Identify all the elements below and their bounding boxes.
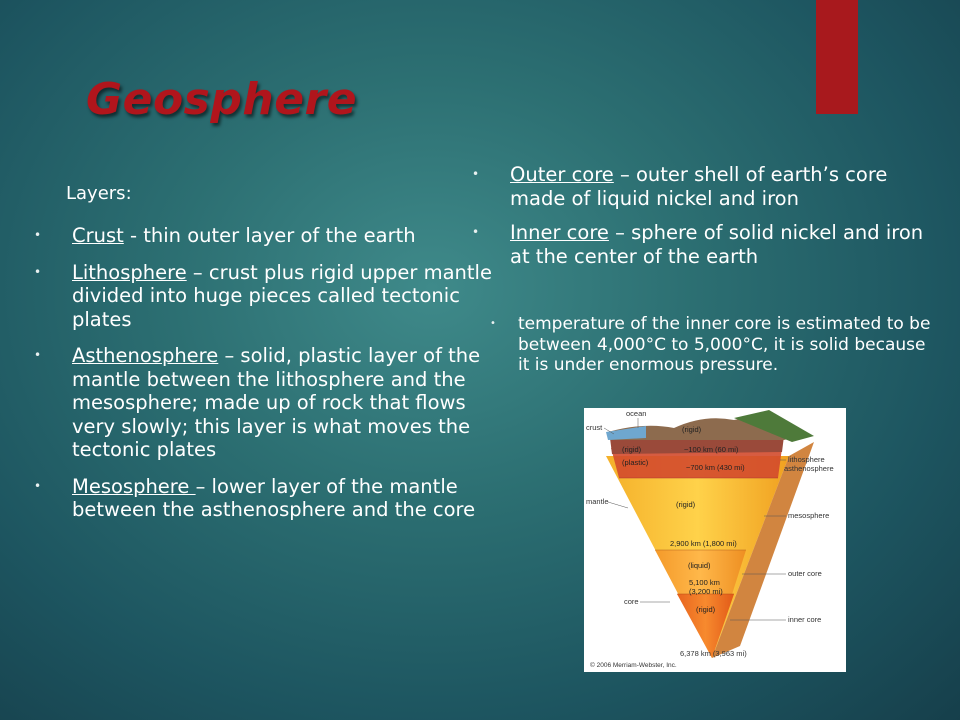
bullet-inner-core [472, 221, 942, 268]
label-plastic: (plastic) [622, 458, 649, 467]
term-inner-core: Inner core [510, 221, 609, 244]
label-crust: crust [586, 423, 603, 432]
label-outer-core: outer core [788, 569, 822, 578]
label-rigid-core: (rigid) [696, 605, 716, 614]
bullet-dot: • [472, 167, 480, 181]
bullet-asthenosphere [34, 344, 504, 462]
definition-outer-core: – outer shell of earth’s core made of liquid nickel and iron [510, 163, 888, 210]
term-asthenosphere: Asthenosphere [72, 344, 219, 367]
slide-title: Geosphere [86, 74, 358, 125]
label-mesosphere: mesosphere [788, 511, 830, 520]
label-rigid-litho: (rigid) [622, 445, 642, 454]
label-rigid-mantle: (rigid) [676, 500, 696, 509]
label-depth-100: ~100 km (60 mi) [684, 445, 739, 454]
earth-layers-diagram [584, 408, 846, 672]
leader-mantle [608, 502, 628, 508]
earth-cutaway-svg [584, 408, 846, 672]
temperature-text: temperature of the inner core is estimated to be between 4,000°C to 5,000°C, it is solid because it is under enormous pressure. [518, 314, 931, 375]
definition-mesosphere: – lower layer of the mantle between the asthenosphere and the core [72, 474, 476, 521]
label-lithosphere: lithosphere [788, 455, 825, 464]
label-radius: 6,378 km (3,963 mi) [680, 649, 747, 658]
label-depth-5100-mi: (3,200 mi) [689, 587, 723, 596]
right-bullet-list [472, 163, 942, 279]
bullet-mesosphere [34, 475, 504, 522]
copyright-text: © 2006 Merriam-Webster, Inc. [590, 662, 677, 669]
label-mantle: mantle [586, 497, 609, 506]
term-mesosphere: Mesosphere [72, 474, 196, 498]
bullet-crust [34, 224, 504, 248]
bullet-dot: • [34, 478, 42, 493]
bullet-dot: • [490, 318, 496, 329]
label-liquid: (liquid) [688, 561, 711, 570]
term-crust: Crust [72, 224, 124, 247]
left-bullet-list [34, 224, 504, 535]
label-ocean: ocean [626, 409, 647, 418]
bullet-lithosphere [34, 261, 504, 332]
bullet-outer-core [472, 163, 942, 210]
definition-crust: - thin outer layer of the earth [123, 224, 416, 247]
term-outer-core: Outer core [510, 163, 614, 186]
accent-bar [816, 0, 858, 114]
label-depth-5100: 5,100 km [689, 578, 720, 587]
label-core: core [624, 597, 639, 606]
term-lithosphere: Lithosphere [72, 260, 187, 284]
bullet-dot: • [34, 348, 42, 362]
label-inner-core: inner core [788, 615, 822, 624]
definition-inner-core: – sphere of solid nickel and iron at the center of the earth [510, 221, 924, 268]
bullet-dot: • [34, 228, 42, 242]
label-asthenosphere: asthenosphere [784, 464, 834, 473]
layers-label: Layers: [66, 183, 132, 204]
label-depth-700: ~700 km (430 mi) [686, 463, 745, 472]
bullet-temperature [490, 314, 935, 376]
definition-asthenosphere: – solid, plastic layer of the mantle between the lithosphere and the mesosphere; made up of rock that flows very slowly; this layer is what moves the tectonic plates [72, 344, 481, 461]
definition-lithosphere: – crust plus rigid upper mantle divided into huge pieces called tectonic plates [72, 260, 492, 331]
label-depth-2900: 2,900 km (1,800 mi) [670, 539, 737, 548]
sub-bullet-list [490, 314, 935, 376]
bullet-dot: • [472, 225, 480, 239]
bullet-dot: • [34, 264, 42, 279]
label-rigid-top: (rigid) [682, 425, 702, 434]
